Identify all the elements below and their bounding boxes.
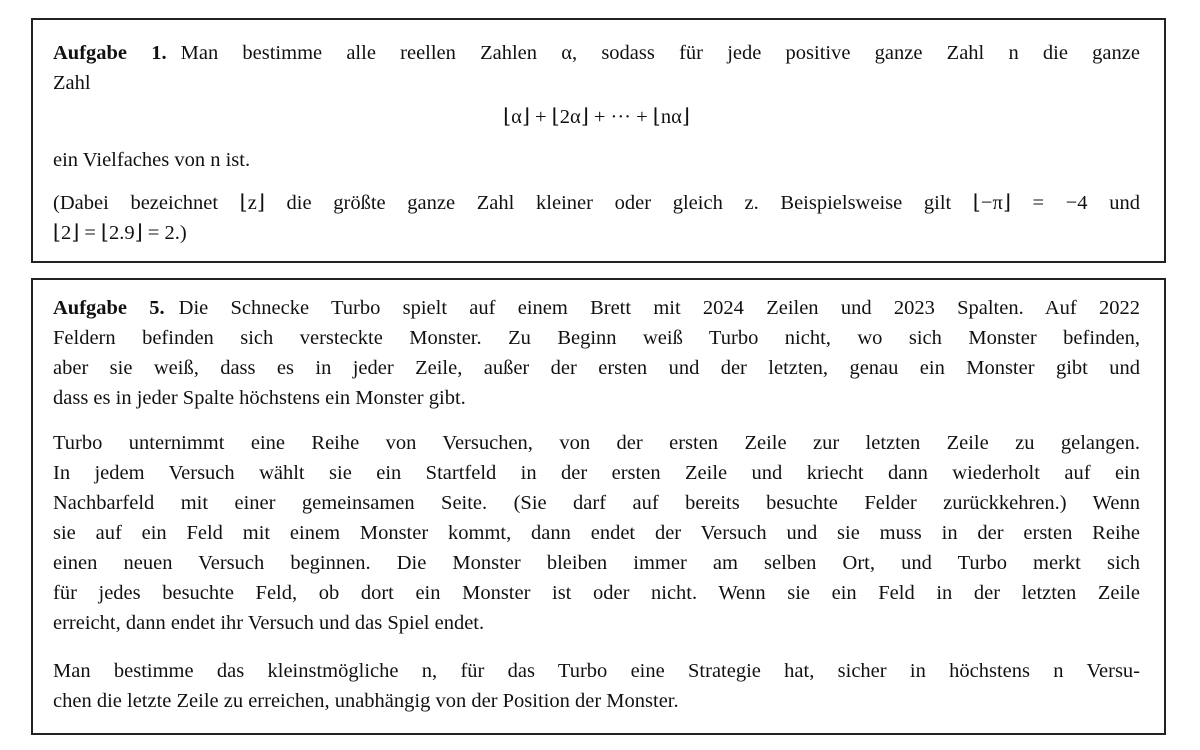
problem-5-line: einen neuen Versuch beginnen. Die Monster bleiben immer am selben Ort, und Turbo merkt sich: [53, 552, 1140, 574]
text: Die Schnecke Turbo spielt auf einem Brett mit 2024 Zeilen und 2023 Spalten. Auf 2022: [178, 297, 1140, 319]
text: Man bestimme alle reellen Zahlen α, sodass für jede positive ganze Zahl n die ganze: [180, 42, 1140, 64]
problem-5-line: aber sie weiß, dass es in jeder Zeile, außer der ersten und der letzten, genau ein Monster gibt und: [53, 357, 1140, 379]
problem-5-line: Feldern befinden sich versteckte Monster. Zu Beginn weiß Turbo nicht, wo sich Monster befinden,: [53, 327, 1140, 349]
problem-5-line: Turbo unternimmt eine Reihe von Versuchen, von der ersten Zeile zur letzten Zeile zu gelangen.: [53, 432, 1140, 454]
problem-1-line: ⌊2⌋ = ⌊2.9⌋ = 2.): [53, 222, 187, 244]
problem-5-line: Nachbarfeld mit einer gemeinsamen Seite. (Sie darf auf bereits besuchte Felder zurückkehren.) Wenn: [53, 492, 1140, 514]
problem-5-box: [31, 278, 1166, 735]
problem-1-box: [31, 18, 1166, 263]
problem-1-title: Aufgabe 1.: [53, 42, 167, 64]
problem-5-line: In jedem Versuch wählt sie ein Startfeld in der ersten Zeile und kriecht dann wiederholt auf ein: [53, 462, 1140, 484]
problem-1-line: Zahl: [53, 72, 91, 94]
problem-5-line: chen die letzte Zeile zu erreichen, unabhängig von der Position der Monster.: [53, 690, 679, 712]
problem-1-line: [53, 40, 1140, 66]
problem-1-line: (Dabei bezeichnet ⌊z⌋ die größte ganze Zahl kleiner oder gleich z. Beispielsweise gilt ⌊−π⌋ = −4 und: [53, 192, 1140, 214]
problem-1-line: ein Vielfaches von n ist.: [53, 149, 251, 171]
problem-5-line: [53, 295, 1140, 321]
problem-5-line: sie auf ein Feld mit einem Monster kommt, dann endet der Versuch und sie muss in der ersten Reihe: [53, 522, 1140, 544]
problem-5-title: Aufgabe 5.: [53, 297, 165, 319]
formula: ⌊α⌋ + ⌊2α⌋ + ··· + ⌊nα⌋: [503, 106, 690, 128]
problem-5-line: Man bestimme das kleinstmögliche n, für das Turbo eine Strategie hat, sicher in höchstens n Versu-: [53, 660, 1140, 682]
problem-5-line: für jedes besuchte Feld, ob dort ein Monster ist oder nicht. Wenn sie ein Feld in der letzten Zeile: [53, 582, 1140, 604]
problem-5-line: dass es in jeder Spalte höchstens ein Monster gibt.: [53, 387, 466, 409]
problem-5-line: erreicht, dann endet ihr Versuch und das Spiel endet.: [53, 612, 485, 634]
